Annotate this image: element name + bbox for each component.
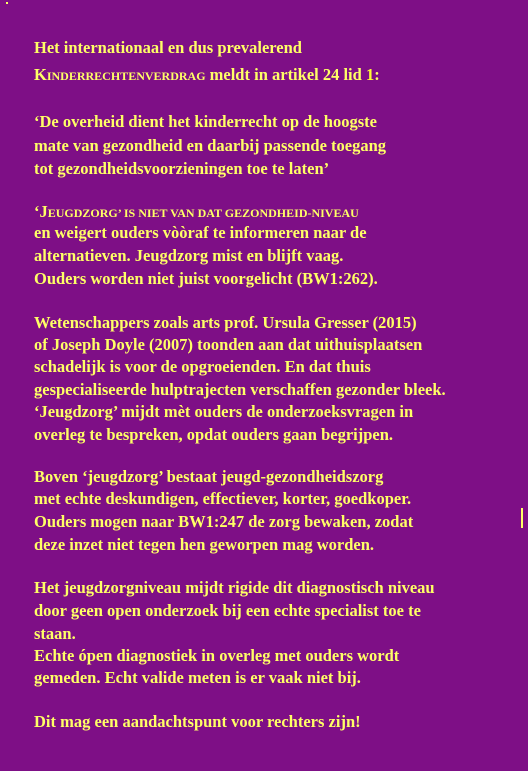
text-line: Ouders worden niet juist voorgelicht (BW1:262).: [34, 269, 378, 288]
text-line: mate van gezondheid en daarbij passende toegang: [34, 136, 387, 155]
text-line: Dit mag een aandachtspunt voor rechters zijn!: [34, 712, 361, 731]
text-line: met echte deskundigen, effectiever, korter, goedkoper.: [34, 489, 412, 508]
colon: :: [374, 65, 380, 84]
article-number: 1: [365, 65, 375, 84]
text-line: [34, 65, 380, 86]
text-line: Het internationaal en dus prevalerend: [34, 38, 302, 57]
text-line: Ouders mogen naar BW1:247 de zorg bewaken, zodat: [34, 512, 414, 531]
small-caps-text: INDERRECHTENVERDRAG: [46, 69, 206, 83]
text-line: gespecialiseerde hulptrajecten verschaffen gezonder bleek.: [34, 380, 446, 399]
small-caps-text: EUGDZORG’ IS NIET VAN DAT GEZONDHEID-NIVEAU: [47, 206, 359, 220]
text-line: Het jeugdzorgniveau mijdt rigide dit diagnostisch niveau: [34, 578, 435, 597]
text-line: tot gezondheidsvoorzieningen toe te laten’: [34, 159, 330, 178]
text-segment: meldt in artikel 24 lid: [205, 65, 366, 84]
quote-mark: ‘: [34, 202, 40, 221]
text-cursor-mark: [521, 508, 523, 528]
text-line: Wetenschappers zoals arts prof. Ursula Gresser (2015): [34, 313, 417, 332]
capital-j: J: [39, 202, 48, 221]
text-line: of Joseph Doyle (2007) toonden aan dat uithuisplaatsen: [34, 335, 423, 354]
text-line: Echte ópen diagnostiek in overleg met ouders wordt: [34, 646, 400, 665]
text-line: gemeden. Echt valide meten is er vaak niet bij.: [34, 668, 361, 687]
text-line: ‘Jeugdzorg’ mijdt mèt ouders de onderzoeksvragen in: [34, 402, 414, 421]
text-line: staan.: [34, 624, 76, 643]
text-line: schadelijk is voor de opgroeienden. En dat thuis: [34, 357, 371, 376]
text-line: [34, 202, 359, 223]
text-line: Boven ‘jeugdzorg’ bestaat jeugd-gezondheidszorg: [34, 467, 384, 486]
text-line: en weigert ouders vòòraf te informeren naar de: [34, 223, 367, 242]
corner-dot: [6, 2, 8, 4]
text-line: overleg te bespreken, opdat ouders gaan begrijpen.: [34, 425, 394, 444]
text-line: alternatieven. Jeugdzorg mist en blijft vaag.: [34, 246, 344, 265]
text-line: door geen open onderzoek bij een echte specialist toe te: [34, 601, 421, 620]
text-line: ‘De overheid dient het kinderrecht op de hoogste: [34, 112, 377, 131]
capital-k: K: [34, 65, 47, 84]
text-line: deze inzet niet tegen hen geworpen mag worden.: [34, 535, 375, 554]
